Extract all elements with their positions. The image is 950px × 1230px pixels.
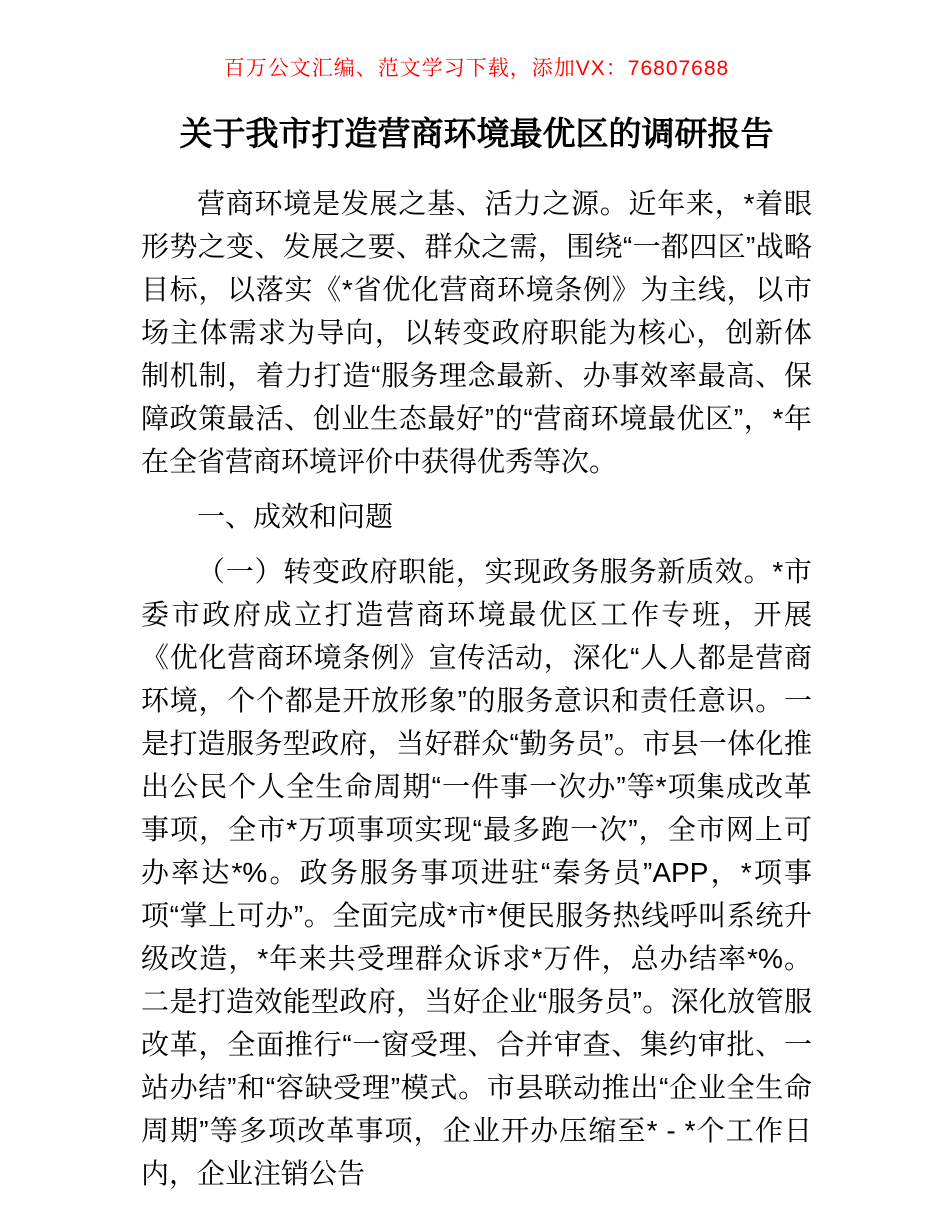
watermark-ad-text: 百万公文汇编、范文学习下载，添加VX：76807688 — [223, 57, 730, 80]
paragraph-intro: 营商环境是发展之基、活力之源。近年来，*着眼形势之变、发展之要、群众之需，围绕“一都四区”战略目标，以落实《*省优化营商环境条例》为主线，以市场主体需求为导向，以转变政府职能为核心，创新体制机制，着力打造“服务理念最新、办事效率最高、保障政策最活、创业生态最好”的“营商环境最优区”，*年在全省营商环境评价中获得优秀等次。 — [141, 188, 812, 477]
document-title: 关于我市打造营商环境最优区的调研报告 — [179, 115, 774, 152]
section-heading-achievements-problems: 一、成效和问题 — [197, 501, 394, 532]
paragraph-section-one: （一）转变政府职能，实现政务服务新质效。*市委市政府成立打造营商环境最优区工作专班，开展《优化营商环境条例》宣传活动，深化“人人都是营商环境，个个都是开放形象”的服务意识和责任意识。一是打造服务型政府，当好群众“勤务员”。市县一体化推出公民个人全生命周期“一件事一次办”等*项集成改革事项，全市*万项事项实现“最多跑一次”，全市网上可办率达*%。政务服务事项进驻“秦务员”APP，*项事项“掌上可办”。全面完成*市*便民服务热线呼叫系统升级改造，*年来共受理群众诉求*万件，总办结率*%。二是打造效能型政府，当好企业“服务员”。深化放管服改革，全面推行“一窗受理、合并审查、集约审批、一站办结”和“容缺受理”模式。市县联动推出“企业全生命周期”等多项改革事项，企业开办压缩至* - *个工作日内，企业注销公告 — [141, 556, 812, 1189]
